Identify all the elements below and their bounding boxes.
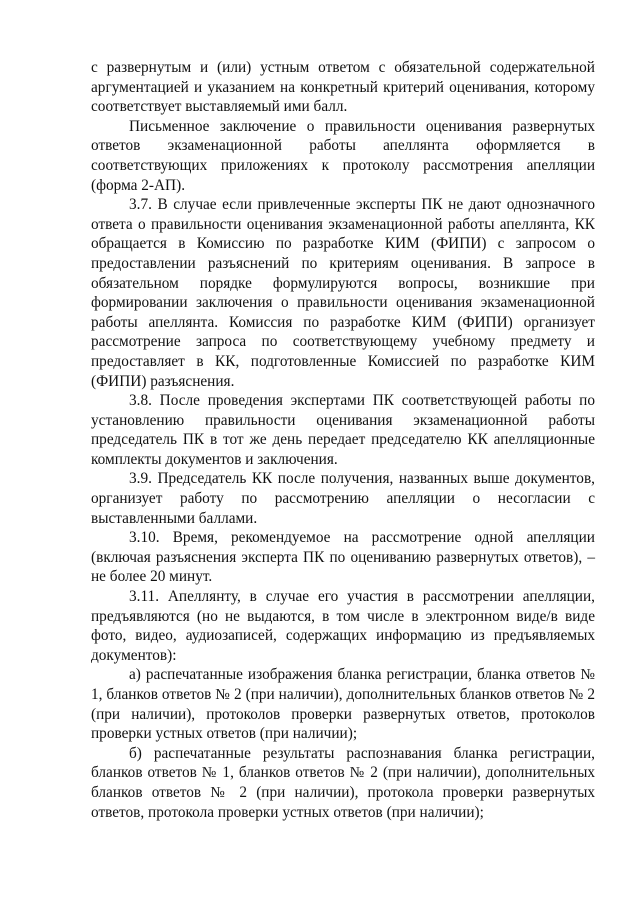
paragraph-written-conclusion: Письменное заключение о правильности оценивания развернутых ответов экзаменационной работы апеллянта оформляется в соответствующих приложениях к протоколу рассмотрения апелляции (форма 2-АП). — [91, 117, 595, 194]
paragraph-continuation: с развернутым и (или) устным ответом с обязательной содержательной аргументацией и указанием на конкретный критерий оценивания, которому соответствует выставляемый ими балл. — [91, 59, 595, 116]
paragraph-item-3-9: 3.9. Председатель КК после получения, названных выше документов, организует работу по рассмотрению апелляции о несогласии с выставленными баллами. — [91, 470, 595, 527]
paragraph-item-3-8: 3.8. После проведения экспертами ПК соответствующей работы по установлению правильности оценивания экзаменационной работы председатель ПК в тот же день передает председателю КК апелляционные комплекты документов и заключения. — [91, 392, 595, 468]
paragraph-item-a: а) распечатанные изображения бланка регистрации, бланка ответов № 1, бланков ответов № 2 (при наличии), дополнительных бланков ответов № 2 (при наличии), протоколов проверки развернутых ответов, протоколов проверки устных ответов (при наличии); — [91, 666, 595, 743]
paragraph-item-b: б) распечатанные результаты распознавания бланка регистрации, бланков ответов № 1, бланков ответов № 2 (при наличии), дополнительных бланков ответов № 2 (при наличии), протокола проверки развернутых ответов, протокола проверки устных ответов (при наличии); — [91, 744, 595, 821]
document-body — [91, 58, 595, 822]
paragraph-item-3-7: 3.7. В случае если привлеченные эксперты ПК не дают однозначного ответа о правильности оценивания экзаменационной работы апеллянта, КК обращается в Комиссию по разработке КИМ (ФИПИ) с запросом о предоставлении разъяснений по критериям оценивания. В запросе в обязательном порядке формулируются вопросы, возникшие при формировании заключения о правильности оценивания экзаменационной работы апеллянта. Комиссия по разработке КИМ (ФИПИ) организует рассмотрение запроса по соответствующему учебному предмету и предоставляет в КК, подготовленные Комиссией по разработке КИМ (ФИПИ) разъяснения. — [91, 196, 595, 390]
paragraph-item-3-10: 3.10. Время, рекомендуемое на рассмотрение одной апелляции (включая разъяснения эксперта ПК по оцениванию развернутых ответов), – не более 20 минут. — [91, 529, 595, 586]
paragraph-item-3-11: 3.11. Апеллянту, в случае его участия в рассмотрении апелляции, предъявляются (но не выдаются, в том числе в электронном виде/в виде фото, видео, аудиозаписей, содержащих информацию из предъявляемых документов): — [91, 588, 595, 664]
